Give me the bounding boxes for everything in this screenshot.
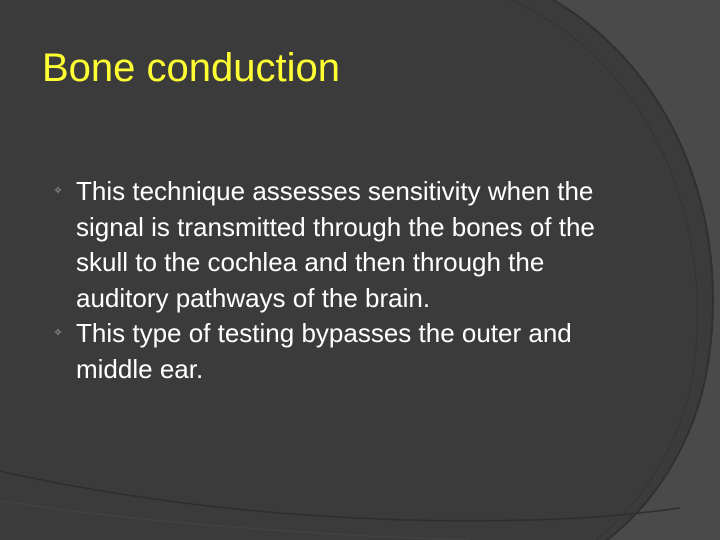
small-diamond-bullet-icon: ✧ (53, 185, 63, 197)
bullet-item (53, 174, 636, 316)
bullet-text: This technique assesses sensitivity when the signal is transmitted through the bones of the skull to the cochlea and then through the auditory pathways of the brain. (76, 176, 595, 313)
small-diamond-bullet-icon: ✧ (53, 327, 63, 339)
slide-title: Bone conduction (42, 46, 341, 90)
bullet-item (53, 316, 636, 387)
bullet-list (53, 174, 636, 387)
bullet-text: This type of testing bypasses the outer and middle ear. (76, 318, 572, 384)
